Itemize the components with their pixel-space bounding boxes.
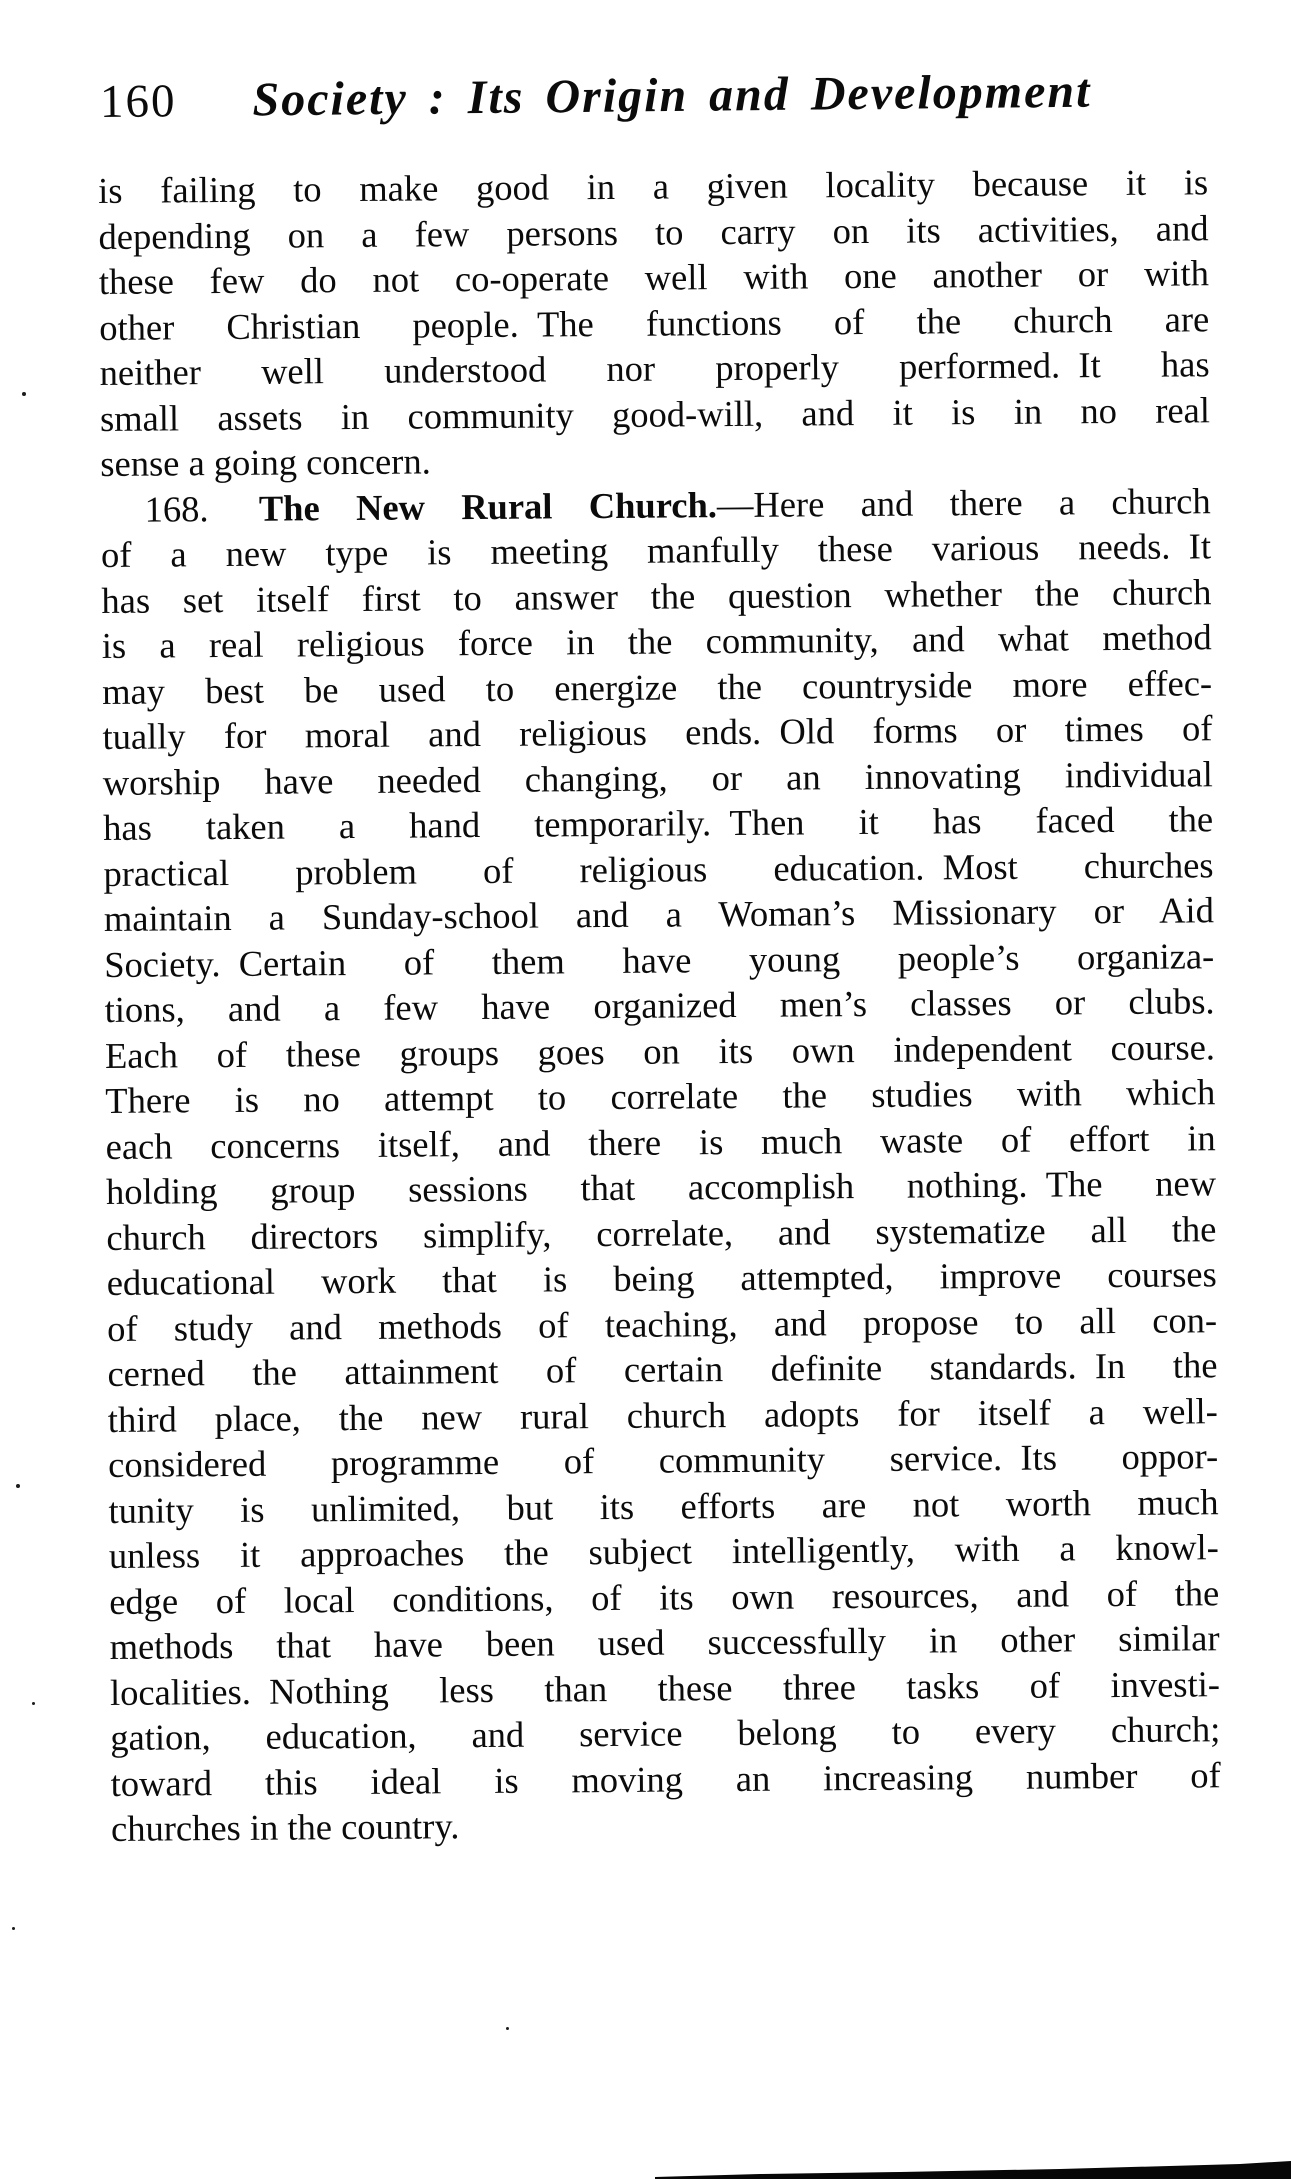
text-line: tions, and a few have organized men’s classes or clubs. bbox=[104, 980, 1215, 1030]
text-line: toward this ideal is moving an increasing number of bbox=[110, 1753, 1221, 1804]
section-heading-text: —Here and there a church bbox=[716, 479, 1211, 525]
running-title: Society : Its Origin and Development bbox=[252, 64, 1092, 127]
text-line: neither well understood nor properly performed. It has bbox=[99, 343, 1210, 393]
text-line: church directors simplify, correlate, and systematize all the bbox=[106, 1207, 1217, 1258]
text-line: other Christian people. The functions of the church are bbox=[99, 297, 1210, 348]
text-line: educational work that is being attempted, improve courses bbox=[106, 1253, 1217, 1303]
text-line: each concerns itself, and there is much waste of effort in bbox=[105, 1116, 1216, 1167]
text-line: considered programme of community service. Its oppor- bbox=[108, 1435, 1219, 1485]
text-line: may best be used to energize the countryside more effec- bbox=[101, 661, 1213, 712]
page-number: 160 bbox=[99, 75, 177, 128]
scan-speck bbox=[506, 2027, 509, 2030]
text-line: maintain a Sunday-school and a Woman’s Missionary or Aid bbox=[103, 889, 1215, 939]
scan-speck bbox=[12, 1927, 15, 1930]
text-line: these few do not co-operate well with one another or with bbox=[98, 252, 1210, 302]
text-line: depending on a few persons to carry on its activities, and bbox=[98, 206, 1209, 257]
paragraph-continued bbox=[98, 159, 1210, 486]
scan-speck bbox=[22, 392, 26, 396]
text-line: worship have needed changing, or an innovating individual bbox=[102, 752, 1213, 803]
text-line: sense a going concern. bbox=[100, 440, 431, 484]
text-line: small assets in community good-will, and it is in no real bbox=[99, 388, 1211, 439]
text-line: cerned the attainment of certain definite standards. In the bbox=[107, 1344, 1218, 1394]
text-line: Society. Certain of them have young people’s organiza- bbox=[104, 934, 1215, 985]
text-line: Each of these groups goes on its own independent course. bbox=[104, 1025, 1216, 1076]
text-line: is failing to make good in a given locality because it is bbox=[98, 161, 1209, 211]
text-line: unless it approaches the subject intelligently, with a knowl- bbox=[108, 1526, 1220, 1576]
text-line: is a real religious force in the community, and what method bbox=[101, 616, 1212, 666]
text-line: has set itself first to answer the question whether the church bbox=[101, 570, 1212, 621]
scan-speck bbox=[16, 1484, 20, 1488]
page-header bbox=[100, 62, 1216, 129]
text-line: methods that have been used successfully in other similar bbox=[109, 1617, 1220, 1667]
text-line: holding group sessions that accomplish nothing. The new bbox=[105, 1162, 1217, 1212]
section-number: 168. bbox=[144, 487, 209, 530]
section-title: The New Rural Church. bbox=[258, 483, 718, 529]
text-line: practical problem of religious education. Most churches bbox=[103, 843, 1214, 894]
scan-smudge bbox=[0, 2158, 1291, 2179]
text-line: gation, education, and service belong to every church; bbox=[110, 1708, 1221, 1758]
text-line: localities. Nothing less than these three tasks of investi- bbox=[109, 1662, 1221, 1713]
text-line: has taken a hand temporarily. Then it has faced the bbox=[103, 798, 1214, 848]
text-line: tunity is unlimited, but its efforts are not worth much bbox=[108, 1480, 1219, 1531]
scan-speck bbox=[32, 1702, 35, 1705]
text-line: tually for moral and religious ends. Old forms or times of bbox=[102, 707, 1213, 757]
paragraph-new-rural-church bbox=[101, 523, 1221, 1851]
text-line: of study and methods of teaching, and propose to all con- bbox=[106, 1298, 1218, 1349]
text-line: edge of local conditions, of its own resources, and of the bbox=[109, 1571, 1220, 1622]
text-line: churches in the country. bbox=[110, 1805, 460, 1849]
text-line: third place, the new rural church adopts for itself a well- bbox=[107, 1389, 1218, 1440]
text-block bbox=[98, 159, 1221, 1851]
text-line: There is no attempt to correlate the studies with which bbox=[105, 1071, 1216, 1121]
text-line: of a new type is meeting manfully these various needs. It bbox=[100, 525, 1212, 575]
